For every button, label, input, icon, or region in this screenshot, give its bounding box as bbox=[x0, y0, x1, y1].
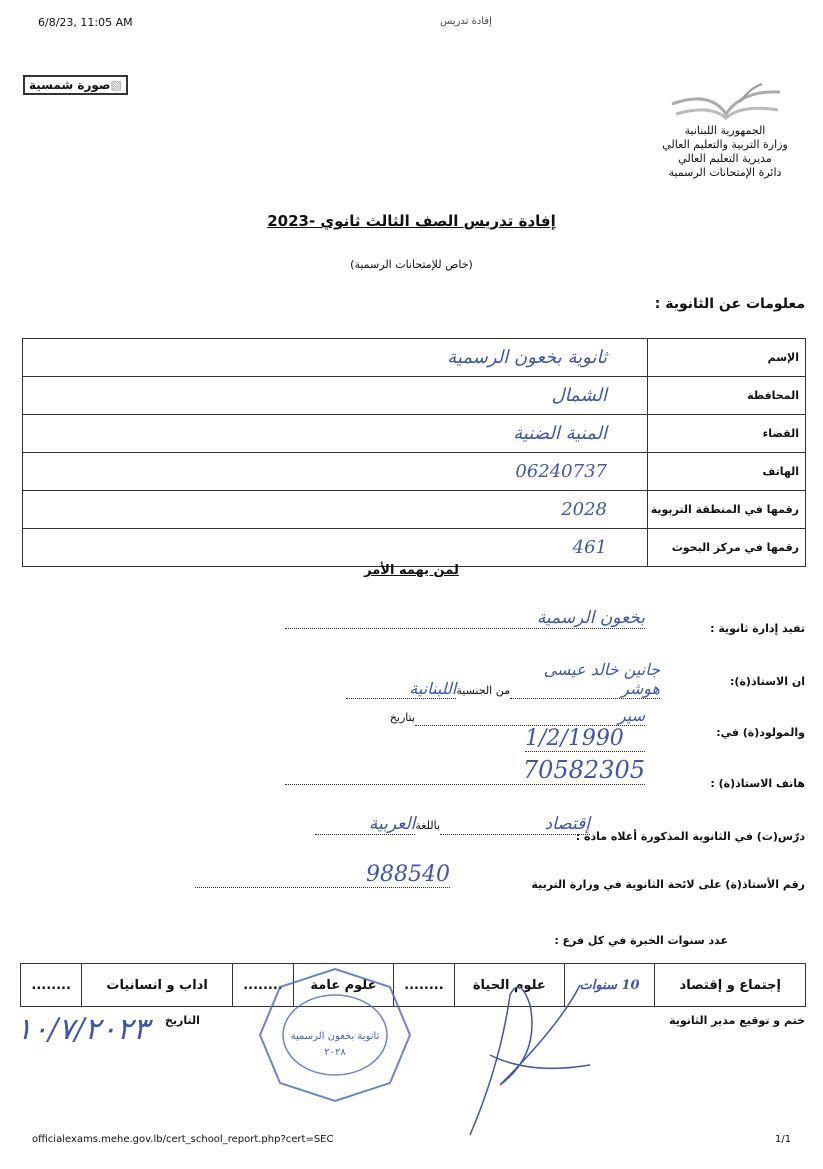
svg-text:ثانوية بخعون الرسمية: ثانوية بخعون الرسمية bbox=[290, 1031, 380, 1042]
teacher-phone-field: 70582305 bbox=[285, 756, 645, 785]
experience-branch: علوم عامة bbox=[294, 964, 394, 1007]
page-title: إفادة تدريس الصف الثالث ثانوي -2023 bbox=[267, 212, 556, 230]
school-section-heading: معلومات عن الثانوية : bbox=[654, 296, 805, 312]
footer-url: officialexams.mehe.gov.lb/cert_school_report.php?cert=SEC bbox=[32, 1134, 334, 1145]
birth-label: والمولود(ة) في: bbox=[716, 726, 805, 739]
school-admin-label: تفيد إدارة ثانوية : bbox=[710, 622, 805, 635]
registry-label: رقم الأستاذ(ة) على لائحة الثانوية في وزارة التربية bbox=[531, 878, 805, 891]
school-info-table bbox=[22, 338, 806, 567]
row-value: المنية الضنية bbox=[23, 415, 648, 453]
subject-label: درّس(ت) في الثانوية المذكورة أعلاه مادة : bbox=[575, 830, 805, 843]
experience-years: ........ bbox=[232, 964, 293, 1007]
row-label: رقمها في المنطقة التربوية bbox=[648, 491, 806, 529]
date-label: التاريخ bbox=[165, 1014, 200, 1027]
principal-signature bbox=[440, 965, 600, 1145]
experience-branch: علوم الحياة bbox=[455, 964, 565, 1007]
print-page-title: إفادة تدريس bbox=[440, 16, 492, 27]
svg-text:٢٠٢٨: ٢٠٢٨ bbox=[324, 1047, 346, 1058]
experience-years: ........ bbox=[21, 964, 82, 1007]
footer-page-number: 1/1 bbox=[775, 1134, 792, 1145]
birth-field: سيربتاريخ1/2/1990 bbox=[389, 706, 645, 751]
photo-placeholder: ▧صورة شمسية bbox=[23, 75, 128, 95]
subject-field: إقتصادباللغةالعربية bbox=[185, 814, 590, 835]
table-row bbox=[23, 491, 806, 529]
table-row bbox=[23, 377, 806, 415]
row-value: ثانوية بخعون الرسمية bbox=[23, 339, 648, 377]
issuer-block: الجمهورية اللبنانية وزارة التربية والتعليم العالي مديرية التعليم العالي دائرة الإمتحانات الرسمية bbox=[662, 124, 788, 179]
experience-years: 10 سنوات bbox=[564, 964, 655, 1007]
school-admin-field: بخعون الرسمية bbox=[285, 608, 645, 629]
signature-label: ختم و توقيع مدير الثانوية bbox=[669, 1014, 805, 1027]
row-label: القضاء bbox=[648, 415, 806, 453]
school-stamp bbox=[255, 965, 415, 1105]
to-whom-heading: لمن يهمه الأمر bbox=[364, 563, 459, 578]
teacher-label: ان الاستاذ(ة): bbox=[730, 675, 805, 688]
signature-date: ١٠/٧/٢٠٢٣ bbox=[16, 1012, 150, 1047]
experience-branch: إجتماع و إقتصاد bbox=[655, 964, 806, 1007]
row-label: رقمها في مركز البحوث bbox=[648, 529, 806, 567]
row-value: 2028 bbox=[23, 491, 648, 529]
print-datetime: 6/8/23, 11:05 AM bbox=[38, 16, 133, 29]
row-label: الإسم bbox=[648, 339, 806, 377]
table-row bbox=[23, 529, 806, 567]
image-icon: ▧ bbox=[110, 78, 122, 92]
experience-branch: اداب و انسانيات bbox=[82, 964, 232, 1007]
ministry-logo bbox=[670, 82, 782, 122]
teacher-field: جانين خالد عيسى هوشرمن الجنسيةاللبنانية bbox=[270, 660, 660, 699]
experience-label: عدد سنوات الخبرة في كل فرع : bbox=[554, 934, 728, 947]
registry-field: 988540 bbox=[195, 862, 450, 888]
teacher-phone-label: هاتف الاستاذ(ة) : bbox=[710, 777, 805, 790]
table-row bbox=[23, 415, 806, 453]
page-subtitle: (خاص للإمتحانات الرسمية) bbox=[350, 258, 473, 271]
row-label: الهاتف bbox=[648, 453, 806, 491]
table-row bbox=[23, 453, 806, 491]
row-value: الشمال bbox=[23, 377, 648, 415]
row-value: 06240737 bbox=[23, 453, 648, 491]
experience-years: ........ bbox=[393, 964, 454, 1007]
row-value: 461 bbox=[23, 529, 648, 567]
table-row bbox=[23, 339, 806, 377]
row-label: المحافظة bbox=[648, 377, 806, 415]
